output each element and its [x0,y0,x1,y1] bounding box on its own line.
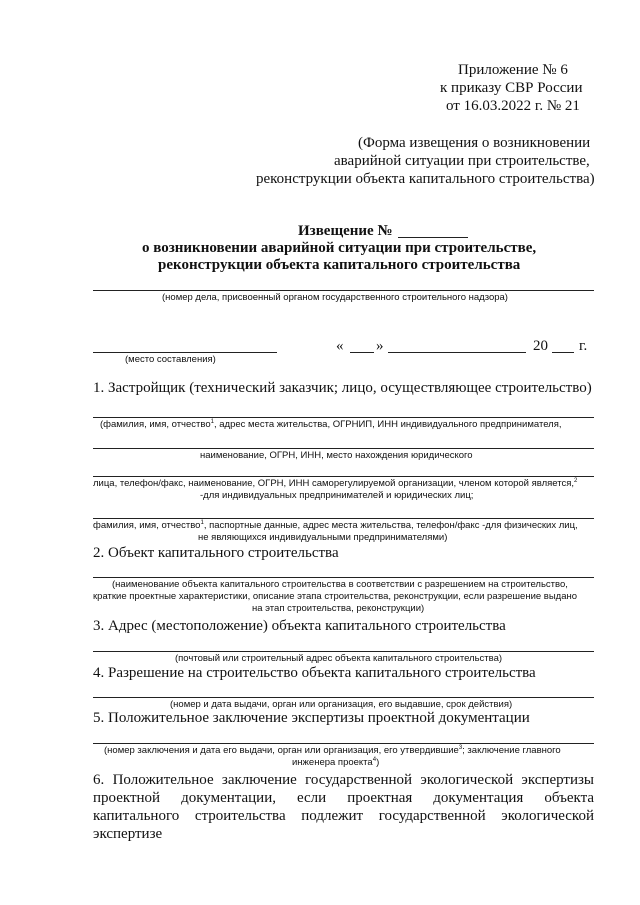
section1-caption5: фамилия, имя, отчество$^1$, паспортные данные, адрес места жительства, телефон/факс -для физических лиц, [93,520,578,532]
section5-caption2: инженера проекта$^4$) [292,757,380,769]
section6-line2: проектной документации, если проектная документация объекта [93,790,594,806]
section2-caption3: на этап строительства, реконструкции) [252,603,425,614]
appendix-order: к приказу СВР России [440,80,583,96]
section2-line1 [93,577,594,578]
section1-caption2: наименование, ОГРН, ИНН, место нахождения юридического [200,450,473,461]
notice-number-line [398,237,468,238]
notice-title: Извещение № [298,223,393,239]
form-caption-line3: реконструкции объекта капитального строительства) [256,171,595,187]
section2-heading: 2. Объект капитального строительства [93,545,339,561]
notice-subtitle-line2: реконструкции объекта капитального строительства [158,257,521,273]
month-line [388,352,526,353]
section1-line1 [93,417,594,418]
appendix-number: Приложение № 6 [458,62,568,78]
notice-subtitle-line1: о возникновении аварийной ситуации при строительстве, [142,240,537,256]
year-prefix: 20 [533,338,548,354]
day-open-quote: « [336,338,344,354]
place-caption: (место составления) [125,354,216,365]
case-number-caption: (номер дела, присвоенный органом государственного строительного надзора) [162,292,508,303]
section3-heading: 3. Адрес (местоположение) объекта капитального строительства [93,618,506,634]
section5-heading: 5. Положительное заключение экспертизы проектной документации [93,710,530,726]
year-line [552,352,574,353]
section1-line3 [93,476,594,477]
place-line [93,352,277,353]
section2-caption1: (наименование объекта капитального строительства в соответствии с разрешением на строительство, [112,579,568,590]
appendix-date: от 16.03.2022 г. № 21 [446,98,580,114]
section2-caption2: краткие проектные характеристики, описание этапа строительства, реконструкции, если разрешение выдано [93,591,578,602]
section6-line1: 6. Положительное заключение государственной экологической экспертизы [93,772,594,788]
section6-line3: капитального строительства подлежит государственной экологической [93,808,594,824]
section1-heading: 1. Застройщик (технический заказчик; лицо, осуществляющее строительство) [93,380,592,396]
section1-caption6: не являющихся индивидуальными предпринимателями) [198,532,448,543]
year-suffix: г. [579,338,588,354]
section5-caption1: (номер заключения и дата его выдачи, орган или организация, его утвердившие$^3$; заключение главного [104,745,561,757]
section1-line2 [93,448,594,449]
section6-line4: экспертизе [93,826,163,842]
form-caption-line2: аварийной ситуации при строительстве, [334,153,590,169]
day-line [350,352,374,353]
day-close-quote: » [376,338,384,354]
section1-caption3: лица, телефон/факс, наименование, ОГРН, ИНН саморегулируемой организации, членом которой является,$^2$ [93,478,578,490]
section3-line1 [93,651,594,652]
section1-line4 [93,518,594,519]
case-number-line [93,290,594,291]
section5-line1 [93,743,594,744]
section1-caption4: -для индивидуальных предпринимателей и юридических лиц; [200,490,474,501]
form-caption-line1: (Форма извещения о возникновении [358,135,591,151]
section4-heading: 4. Разрешение на строительство объекта капитального строительства [93,665,536,681]
section4-line1 [93,697,594,698]
section3-caption1: (почтовый или строительный адрес объекта капитального строительства) [175,653,503,664]
section1-caption1: (фамилия, имя, отчество$^1$, адрес места жительства, ОГРНИП, ИНН индивидуального предпринимателя, [100,419,562,431]
section4-caption1: (номер и дата выдачи, орган или организация, его выдавшие, срок действия) [170,699,513,710]
